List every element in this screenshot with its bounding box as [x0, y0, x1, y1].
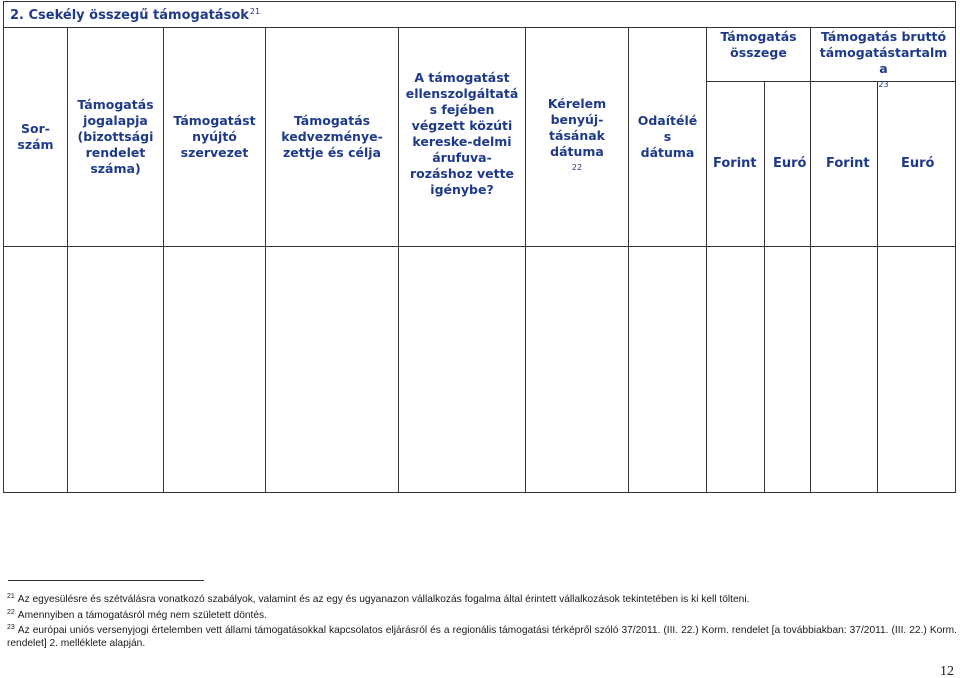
header-jogalap: Támogatás jogalapja (bizottsági rendelet száma): [77, 97, 154, 176]
table-title-row: [3, 1, 956, 28]
currency-euro-osszeg: Euró: [773, 156, 807, 171]
footnote-21: $^{21}$ Az egyesülésre és szétválásra vonatkozó szabályok, valamint és az egy és ugyanazon vállalkozás fogalma által érintett vállalkozások tekintetében is ki kell tölteni.: [7, 593, 750, 605]
footnote-23: $^{23}$ Az európai uniós versenyjogi értelemben vett állami támogatásokkal kapcsolatos eljárásról és a regionális támogatási térképről szóló 37/2011. (III. 22.) Korm. rendelet [a továbbiakban: 37/2011. (III. 22.) Korm. rendelet] 2. melléklete alapján.: [7, 624, 957, 649]
footnote-ref-21: 21: [249, 7, 261, 16]
column-divider: [877, 81, 878, 493]
footnote-ref-23: 23: [878, 80, 889, 89]
header-brutto: Támogatás bruttó támogatástartalm a $^{23}$: [819, 29, 948, 89]
page-number: 12: [940, 664, 954, 678]
section-title: 2. Csekély összegű támogatások$^{21}$: [10, 7, 261, 23]
currency-euro-brutto: Euró: [901, 156, 935, 171]
header-odaiteles: Odaítélé s dátuma: [637, 113, 698, 160]
header-nyujto: Támogatást nyújtó szervezet: [173, 113, 256, 160]
header-ellenszolgaltatas: A támogatást ellenszolgáltatá s fejében végzett közúti kereske-delmi árufuva- rozáshoz vette igénybe?: [405, 70, 519, 197]
footnote-separator: [8, 580, 204, 581]
header-bottom-line: [3, 246, 956, 247]
footnote-22: $^{22}$ Amennyiben a támogatásról még nem született döntés.: [7, 609, 267, 621]
header-kedvezmenyezett: Támogatás kedvezménye- zettje és célja: [281, 113, 383, 160]
currency-forint-osszeg: Forint: [713, 156, 757, 171]
column-divider: [706, 28, 707, 493]
footnote-ref-22: 22: [571, 162, 583, 172]
header-sorszam: Sor- szám: [17, 121, 54, 152]
column-divider: [764, 81, 765, 493]
currency-forint-brutto: Forint: [826, 156, 870, 171]
header-osszeg: Támogatás összege: [720, 29, 797, 60]
header-kerelem: Kérelem benyúj- tásának dátuma $^{22}$: [547, 95, 607, 172]
column-divider: [810, 28, 811, 493]
